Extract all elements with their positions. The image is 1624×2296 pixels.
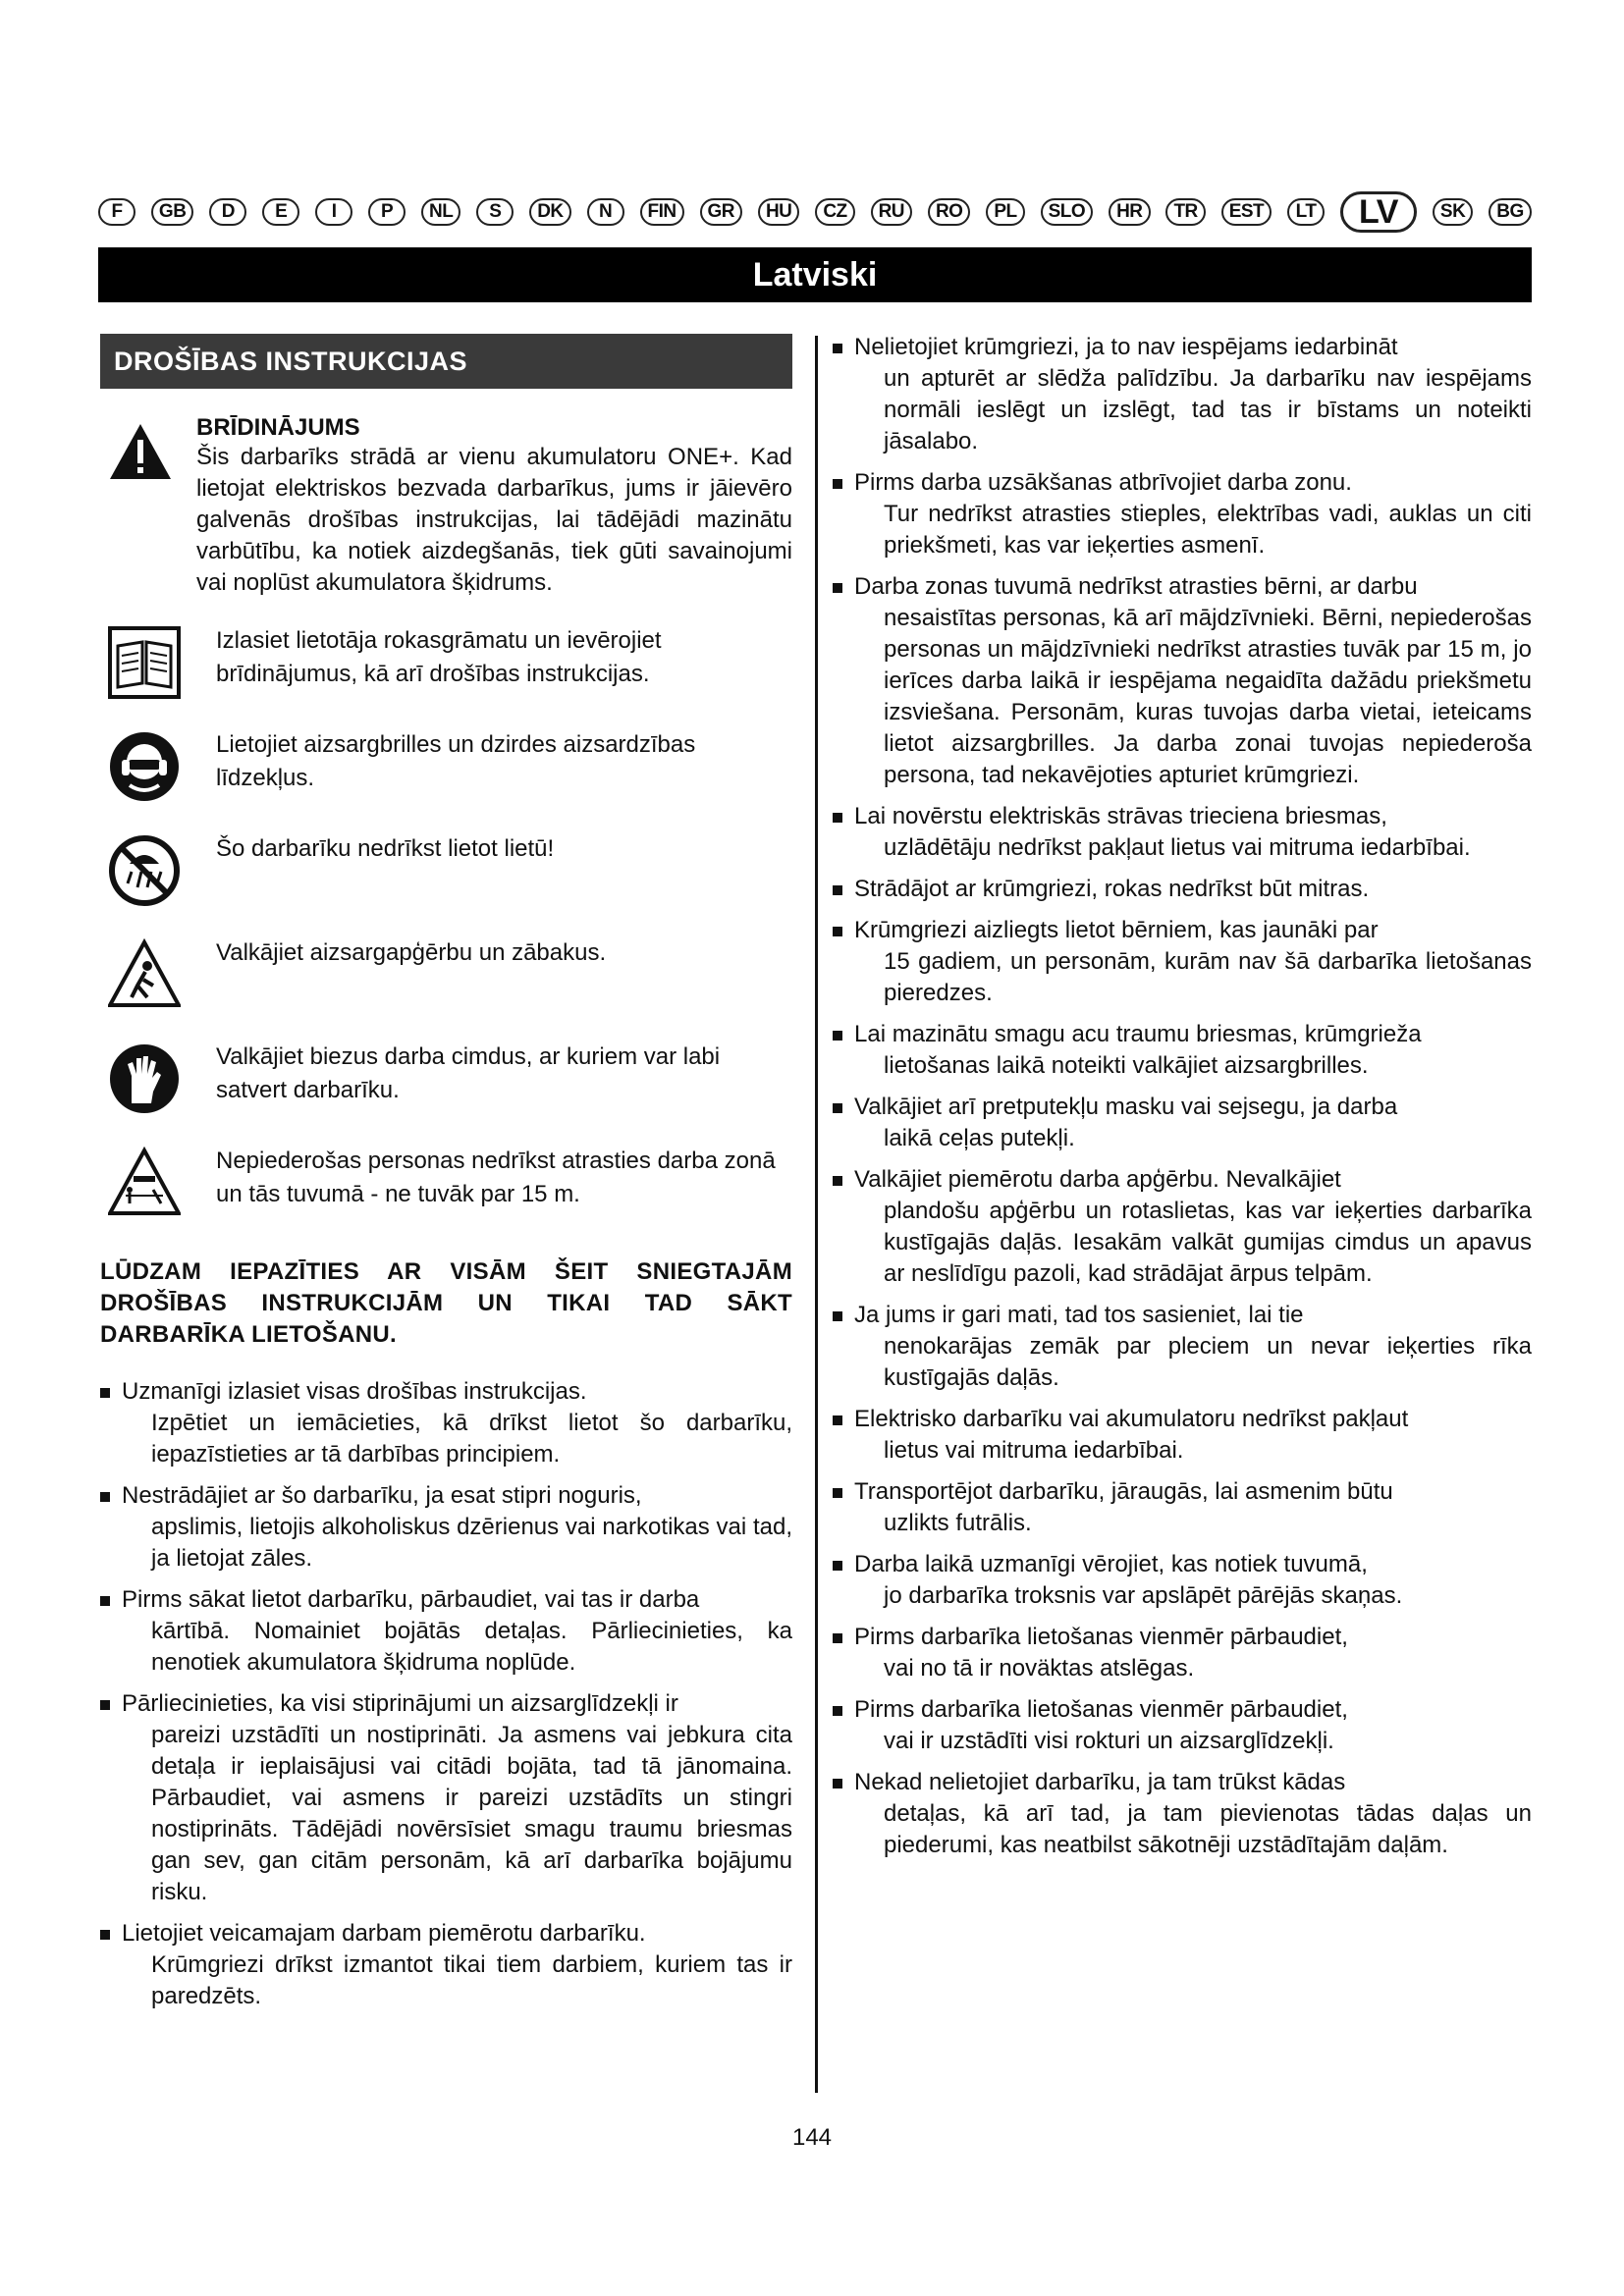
bullet-item (833, 1300, 1532, 1394)
bullet-item (100, 1376, 792, 1470)
safety-icon-row (100, 832, 792, 911)
protective-clothing-icon (108, 938, 181, 1011)
safety-icon-text: Nepiederošas personas nedrīkst atrasties darba zonā un tās tuvumā - ne tuvāk par 15 m. (216, 1148, 776, 1207)
language-tab-nl: NL (421, 198, 460, 226)
language-tab-e: E (262, 198, 299, 226)
bullet-continuation: kārtībā. Nomainiet bojātās detaļas. Pārliecinieties, ka nenotiek akumulatora šķidruma noplūde. (151, 1618, 792, 1676)
bullet-first-line: Pirms darbarīka lietošanas vienmēr pārbaudiet, (854, 1624, 1348, 1650)
bullet-first-line: Nelietojiet krūmgriezi, ja to nav iespējams iedarbināt (854, 334, 1398, 360)
language-tab-i: I (315, 198, 352, 226)
bullet-item (833, 801, 1532, 864)
language-tab-bg: BG (1489, 198, 1532, 226)
left-column (100, 334, 792, 2022)
bullet-first-line: Lai novērstu elektriskās strāvas trieciena briesmas, (854, 803, 1387, 829)
bullet-first-line: Lietojiet veicamajam darbam piemērotu darbarīku. (122, 1920, 646, 1947)
language-tab-hr: HR (1109, 198, 1150, 226)
bullet-continuation: uzlādētāju nedrīkst pakļaut lietus vai mitruma iedarbībai. (884, 834, 1471, 861)
bullet-continuation: nenokarājas zemāk par pleciem un nevar ieķerties rīka kustīgajās daļās. (884, 1333, 1532, 1391)
bullet-continuation: lietus vai mitruma iedarbībai. (884, 1437, 1184, 1464)
bullet-continuation: pareizi uzstādīti un nostiprināti. Ja asmens vai jebkura cita detaļa ir ieplaisājusi vai citādi bojāta, tad tā jānomaina. Pārbaudiet, vai asmens ir pareizi uzstādīts un stingri nostiprināts. Tādējādi novērsīsiet smagu traumu briesmas gan sev, gan citām personām, kā arī darbarīka bojājumu risku. (151, 1722, 792, 1905)
keep-bystanders-away-icon (108, 1147, 181, 1219)
goggles-ear-protection-icon (108, 730, 181, 803)
bullet-first-line: Darba zonas tuvumā nedrīkst atrasties bērni, ar darbu (854, 573, 1418, 600)
warning-text: Šis darbarīks strādā ar vienu akumulatoru ONE+. Kad lietojat elektriskos bezvada darbarīkus, jums ir jāievēro galvenās drošības instrukcijas, lai tādējādi mazinātu varbūtību, ka notiek aizdegšanās, tiek gūti savainojumi vai noplūst akumulatora šķidrums. (196, 444, 792, 596)
language-tab-slo: SLO (1041, 198, 1094, 226)
bullet-first-line: Pirms sākat lietot darbarīku, pārbaudiet, vai tas ir darba (122, 1586, 700, 1613)
bullet-continuation: jo darbarīka troksnis var apslāpēt pārējās skaņas. (884, 1582, 1403, 1609)
bullet-item (100, 1688, 792, 1908)
language-tab-est: EST (1221, 198, 1272, 226)
bullet-first-line: Ja jums ir gari mati, tad tos sasieniet, lai tie (854, 1302, 1304, 1328)
bullet-item (833, 1549, 1532, 1612)
bullet-continuation: Krūmgriezi drīkst izmantot tikai tiem darbiem, kuriem tas ir paredzēts. (151, 1951, 792, 2009)
bullet-continuation: plandošu apģērbu un rotaslietas, kas var ieķerties darbarīka kustīgajās daļās. Iesakām valkāt gumijas cimdus un apavus ar neslīdīgu pazoli, kad strādājat ārpus telpām. (884, 1198, 1532, 1287)
safety-icon-text: Izlasiet lietotāja rokasgrāmatu un ievērojiet brīdinājumus, kā arī drošības instrukcijas. (216, 627, 662, 687)
safety-icon-row (100, 1041, 792, 1119)
page-title: Latviski (98, 247, 1532, 302)
bullet-first-line: Pirms darba uzsākšanas atbrīvojiet darba zonu. (854, 469, 1352, 496)
language-tab-lv: LV (1340, 191, 1417, 233)
bullet-item (833, 1164, 1532, 1290)
right-column (833, 332, 1532, 1871)
language-tab-sk: SK (1433, 198, 1473, 226)
bullet-first-line: Transportējot darbarīku, jāraugās, lai asmenim būtu (854, 1478, 1393, 1505)
safety-icon-row (100, 936, 792, 1015)
language-tab-gb: GB (151, 198, 194, 226)
language-tab-f: F (98, 198, 135, 226)
manual-book-icon (108, 626, 181, 699)
bullet-continuation: apslimis, lietojis alkoholiskus dzērienus vai narkotikas vai tad, ja lietojat zāles. (151, 1514, 792, 1572)
bullet-item (100, 1584, 792, 1679)
language-tab-ru: RU (871, 198, 912, 226)
safety-icon-text: Šo darbarīku nedrīkst lietot lietū! (216, 835, 555, 862)
bullet-item (833, 1092, 1532, 1154)
warning-triangle-icon (108, 422, 173, 481)
column-divider (815, 336, 818, 2093)
language-tab-cz: CZ (815, 198, 854, 226)
language-tab-hu: HU (758, 198, 799, 226)
bullet-item (833, 1476, 1532, 1539)
bullet-continuation: laikā ceļas putekļi. (884, 1125, 1075, 1151)
safety-icon-text: Lietojiet aizsargbrilles un dzirdes aizsardzības līdzekļus. (216, 731, 696, 791)
language-tab-fin: FIN (640, 198, 684, 226)
language-tab-pl: PL (986, 198, 1024, 226)
bullet-first-line: Strādājot ar krūmgriezi, rokas nedrīkst būt mitras. (854, 876, 1370, 902)
language-tab-dk: DK (529, 198, 570, 226)
warning-block (100, 414, 792, 599)
no-rain-icon (108, 834, 181, 907)
bullet-first-line: Darba laikā uzmanīgi vērojiet, kas notiek tuvumā, (854, 1551, 1368, 1577)
bullet-item (833, 467, 1532, 561)
bullet-first-line: Elektrisko darbarīku vai akumulatoru nedrīkst pakļaut (854, 1406, 1409, 1432)
bullet-first-line: Valkājiet arī pretputekļu masku vai sejsegu, ja darba (854, 1094, 1398, 1120)
language-tab-s: S (476, 198, 514, 226)
bullet-continuation: 15 gadiem, un personām, kurām nav šā darbarīka lietošanas pieredzes. (884, 948, 1532, 1006)
bullet-item (833, 874, 1532, 905)
bullet-first-line: Pirms darbarīka lietošanas vienmēr pārbaudiet, (854, 1696, 1348, 1723)
bullet-item (100, 1918, 792, 2012)
section-heading: DROŠĪBAS INSTRUKCIJAS (100, 334, 792, 389)
right-bullet-list (833, 332, 1532, 1861)
gloves-icon (108, 1042, 181, 1115)
bullet-continuation: Tur nedrīkst atrasties stieples, elektrības vadi, auklas un citi priekšmeti, kas var ieķerties asmenī. (884, 501, 1532, 559)
bullet-first-line: Nestrādājiet ar šo darbarīku, ja esat stipri noguris, (122, 1482, 642, 1509)
bullet-continuation: uzlikts futrālis. (884, 1510, 1032, 1536)
bullet-item (833, 915, 1532, 1009)
bullet-item (833, 1767, 1532, 1861)
language-tabs (98, 192, 1532, 232)
bullet-continuation: lietošanas laikā noteikti valkājiet aizsargbrilles. (884, 1052, 1369, 1079)
language-tab-d: D (209, 198, 246, 226)
bullet-item (833, 1622, 1532, 1684)
read-instructions-note: LŪDZAM IEPAZĪTIES AR VISĀM ŠEIT SNIEGTAJĀM DROŠĪBAS INSTRUKCIJĀM UN TIKAI TAD SĀKT DARBARĪKA LIETOŠANU. (100, 1258, 792, 1348)
page-number: 144 (791, 2124, 833, 2151)
safety-icon-row (100, 1145, 792, 1223)
bullet-item (833, 1019, 1532, 1082)
bullet-item (833, 332, 1532, 457)
language-tab-tr: TR (1165, 198, 1205, 226)
bullet-continuation: detaļas, kā arī tad, ja tam pievienotas tādas daļas un piederumi, kas neatbilst sākotnēji uzstādītajām daļām. (884, 1800, 1532, 1858)
safety-icon-row (100, 728, 792, 807)
bullet-first-line: Nekad nelietojiet darbarīku, ja tam trūkst kādas (854, 1769, 1346, 1795)
safety-icon-row (100, 624, 792, 703)
safety-icon-list (100, 624, 792, 1223)
bullet-first-line: Krūmgriezi aizliegts lietot bērniem, kas jaunāki par (854, 917, 1379, 943)
warning-title: BRĪDINĀJUMS (196, 414, 360, 441)
bullet-continuation: Izpētiet un iemācieties, kā drīkst lietot šo darbarīku, iepazīstieties ar tā darbības principiem. (151, 1410, 792, 1468)
bullet-first-line: Pārliecinieties, ka visi stiprinājumi un aizsarglīdzekļi ir (122, 1690, 678, 1717)
bullet-first-line: Uzmanīgi izlasiet visas drošības instrukcijas. (122, 1378, 587, 1405)
left-bullet-list (100, 1376, 792, 2012)
bullet-first-line: Lai mazinātu smagu acu traumu briesmas, krūmgrieža (854, 1021, 1422, 1047)
language-tab-ro: RO (928, 198, 971, 226)
safety-icon-text: Valkājiet biezus darba cimdus, ar kuriem var labi satvert darbarīku. (216, 1043, 721, 1103)
bullet-continuation: vai no tā ir noväktas atslēgas. (884, 1655, 1195, 1682)
bullet-item (833, 1694, 1532, 1757)
bullet-continuation: nesaistītas personas, kā arī mājdzīvnieki. Bērni, nepiederošas personas un mājdzīvnieki nedrīkst atrasties tuvāk par 15 m, jo ierīces darba laikā ir iespējama negaidīta dažādu priekšmetu izsviešana. Personām, kuras tuvojas darba vietai, ieteicams lietot aizsargbrilles. Ja darba zonai tuvojas nepiederoša persona, tad nekavējoties apturiet krūmgriezi. (884, 605, 1532, 788)
bullet-item (833, 571, 1532, 791)
bullet-item (100, 1480, 792, 1575)
bullet-item (833, 1404, 1532, 1467)
bullet-continuation: un apturēt ar slēdža palīdzību. Ja darbarīku nav iespējams normāli ieslēgt un izslēgt, tad tas ir bīstams un noteikti jāsalabo. (884, 365, 1532, 454)
language-tab-lt: LT (1287, 198, 1325, 226)
bullet-continuation: vai ir uzstādīti visi rokturi un aizsarglīdzekļi. (884, 1728, 1334, 1754)
language-tab-n: N (587, 198, 624, 226)
language-tab-p: P (368, 198, 406, 226)
bullet-first-line: Valkājiet piemērotu darba apģērbu. Nevalkājiet (854, 1166, 1341, 1193)
safety-icon-text: Valkājiet aizsargapģērbu un zābakus. (216, 939, 607, 966)
language-tab-gr: GR (700, 198, 743, 226)
